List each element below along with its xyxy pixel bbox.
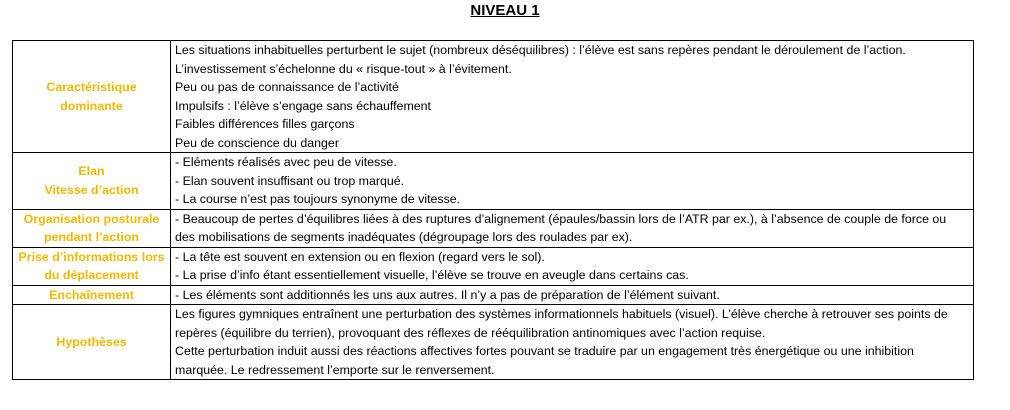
row-label (13, 305, 171, 380)
label-line: Elan (78, 164, 105, 179)
row-label (13, 41, 171, 153)
table-row (13, 41, 974, 153)
label-line: Prise d’informations lors (18, 249, 165, 264)
row-label (13, 247, 171, 285)
description-line: Peu ou pas de connaissance de l’activité (175, 80, 399, 94)
description-line: - La prise d’info étant essentiellement visuelle, l’élève se trouve en aveugle dans certains cas. (175, 268, 689, 282)
row-description (171, 153, 974, 210)
label-line: Caractéristique (46, 80, 137, 94)
label-line: Hypothèses (56, 334, 127, 349)
description-line: - Eléments réalisés avec peu de vitesse. (175, 155, 397, 169)
table-row (13, 209, 974, 247)
row-description (171, 41, 974, 153)
description-line: - Elan souvent insuffisant ou trop marqué. (175, 173, 405, 188)
description-line: Peu de conscience du danger (175, 135, 339, 150)
label-line: Organisation posturale (23, 211, 160, 226)
row-description (171, 247, 974, 285)
description-line: - Beaucoup de pertes d’équilibres liées à des ruptures d’alignement (épaules/bassin lors de l’ATR par ex.), à l’absence de couple de force ou des mobilisations de segments inadéquates (dégroupage lors des roulades par ex). (175, 211, 947, 244)
description-line: L’investissement s’échelonne du « risque-tout » à l’évitement. (175, 61, 512, 76)
row-label (13, 285, 171, 305)
table-row (13, 247, 974, 285)
row-description (171, 285, 974, 305)
niveau-table (12, 40, 974, 380)
label-line: du déplacement (44, 268, 139, 282)
table-row (13, 305, 974, 380)
description-line: Faibles différences filles garçons (175, 117, 355, 131)
description-line: - La tête est souvent en extension ou en flexion (regard vers le sol). (175, 249, 545, 264)
title-text: NIVEAU 1 (470, 2, 540, 19)
label-line: Vitesse d’action (44, 182, 139, 197)
label-line: pendant l’action (44, 230, 139, 244)
description-line: - La course n’est pas toujours synonyme de vitesse. (175, 192, 461, 206)
row-description (171, 209, 974, 247)
table-row (13, 153, 974, 210)
description-line: Les figures gymniques entraînent une perturbation des systèmes informationnels habituels (visuel). L’élève cherche à retrouver ses points de repères (équilibre du terrien), provoquant des réflexes de rééquilibration antinomiques avec l’action requise. (175, 307, 948, 340)
description-line: Cette perturbation induit aussi des réactions affectives fortes pouvant se traduire par un engagement très énergétique ou une inhibition marquée. Le redressement l’emporte sur le renversement. (175, 344, 914, 377)
label-line: dominante (60, 98, 123, 113)
row-label (13, 209, 171, 247)
description-line: Impulsifs : l’élève s’engage sans échauffement (175, 98, 431, 113)
label-line: Enchaînement (49, 287, 134, 302)
row-description (171, 305, 974, 380)
row-label (13, 153, 171, 210)
table-row (13, 285, 974, 305)
description-line: Les situations inhabituelles perturbent le sujet (nombreux déséquilibres) : l’élève est sans repères pendant le déroulement de l’action. (175, 43, 906, 57)
description-line: - Les éléments sont additionnés les uns aux autres. Il n’y a pas de préparation de l’élément suivant. (175, 287, 720, 302)
page-title (0, 0, 1010, 22)
